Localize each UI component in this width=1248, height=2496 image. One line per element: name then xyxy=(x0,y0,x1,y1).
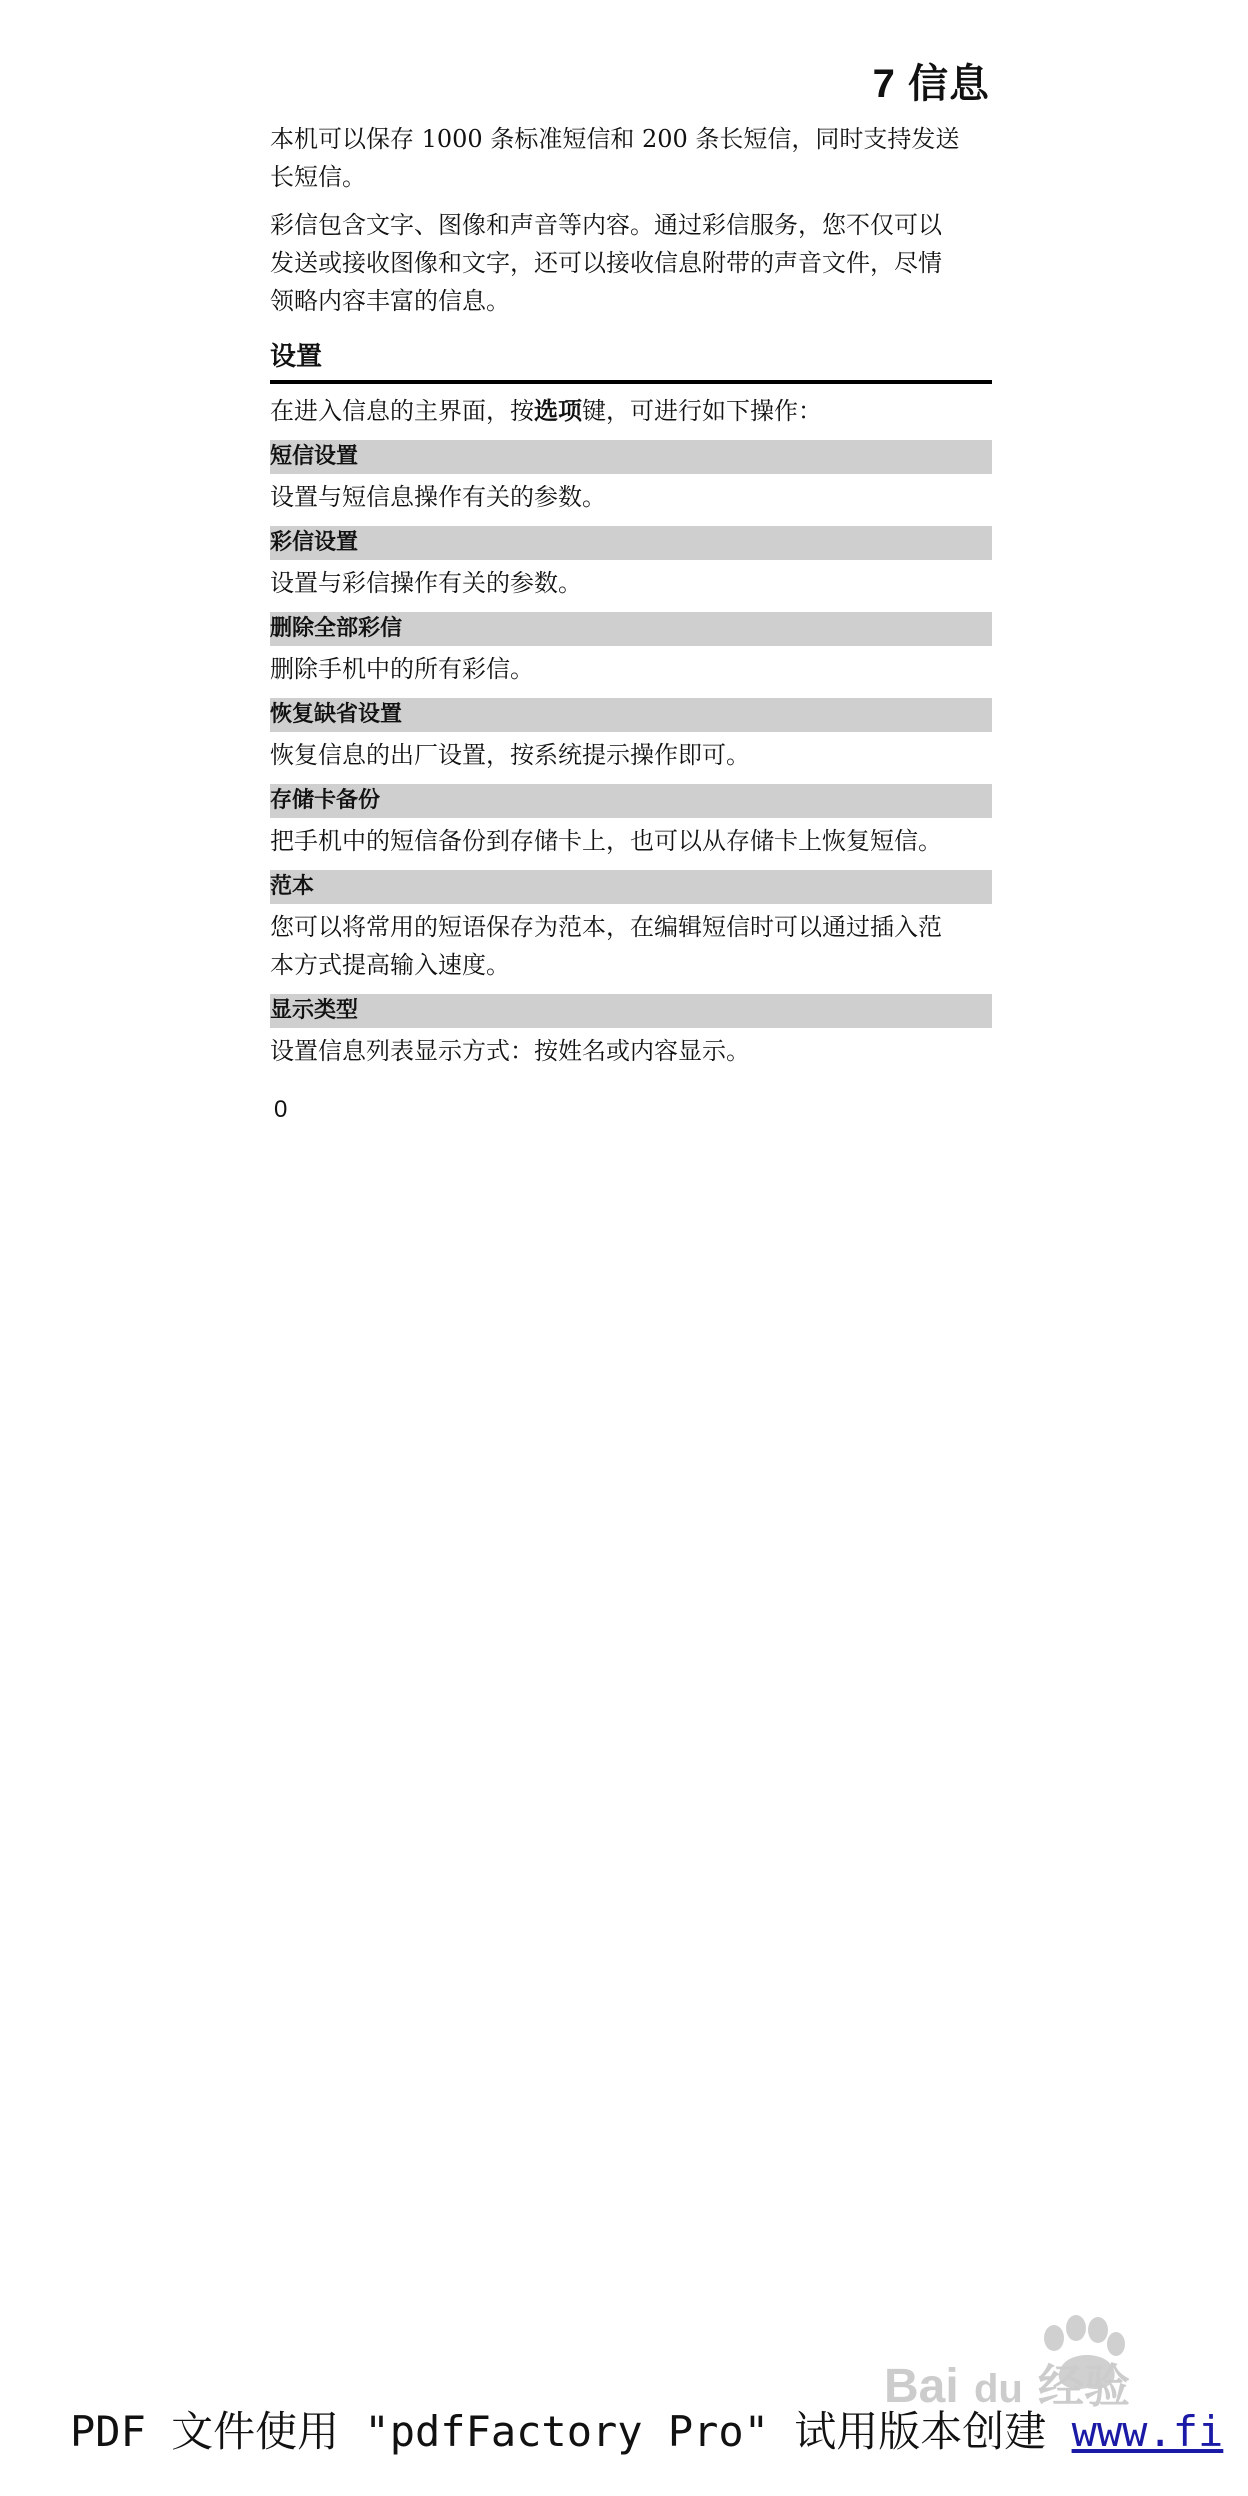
intro-paragraph-1 xyxy=(270,120,992,196)
item-description: 删除手机中的所有彩信。 xyxy=(270,655,534,683)
intro-line-4: 发送或接收图像和文字，还可以接收信息附带的声音文件，尽情 xyxy=(270,249,942,277)
watermark-baidu-text: Bai xyxy=(884,2360,959,2413)
page-number: 0 xyxy=(274,1096,288,1123)
section-heading-settings: 设置 xyxy=(270,338,992,384)
item-title: 存储卡备份 xyxy=(270,784,992,818)
footer-link[interactable]: www.fi xyxy=(1071,2407,1224,2456)
item-display-type xyxy=(270,994,992,1070)
options-key-label: 选项 xyxy=(534,397,582,425)
watermark-jingyan-text: 经验 xyxy=(1038,2359,1130,2413)
footer-banner xyxy=(70,2404,1248,2460)
intro-line-3: 彩信包含文字、图像和声音等内容。通过彩信服务，您不仅可以 xyxy=(270,211,942,239)
intro-line-1: 本机可以保存 1000 条标准短信和 200 条长短信，同时支持发送 xyxy=(270,125,960,153)
page-content xyxy=(270,120,992,1070)
intro-line-5: 领略内容丰富的信息。 xyxy=(270,287,510,315)
section-intro-before: 在进入信息的主界面，按 xyxy=(270,397,534,425)
item-description: 设置信息列表显示方式：按姓名或内容显示。 xyxy=(270,1037,750,1065)
item-title: 显示类型 xyxy=(270,994,992,1028)
item-description xyxy=(270,908,992,984)
item-description: 恢复信息的出厂设置，按系统提示操作即可。 xyxy=(270,741,750,769)
section-intro xyxy=(270,392,992,430)
item-restore-defaults xyxy=(270,698,992,774)
item-delete-all-mms xyxy=(270,612,992,688)
watermark-du-text: du xyxy=(974,2367,1023,2411)
item-sms-settings xyxy=(270,440,992,516)
item-description-line-1: 您可以将常用的短语保存为范本，在编辑短信时可以通过插入范 xyxy=(270,913,942,941)
item-title: 短信设置 xyxy=(270,440,992,474)
item-templates xyxy=(270,870,992,984)
item-description: 把手机中的短信备份到存储卡上，也可以从存储卡上恢复短信。 xyxy=(270,827,942,855)
item-title: 删除全部彩信 xyxy=(270,612,992,646)
item-title: 彩信设置 xyxy=(270,526,992,560)
item-description: 设置与彩信操作有关的参数。 xyxy=(270,569,582,597)
chapter-title: 7 信息 xyxy=(872,62,990,106)
baidu-jingyan-watermark xyxy=(882,2298,1192,2418)
item-description: 设置与短信息操作有关的参数。 xyxy=(270,483,606,511)
item-mms-settings xyxy=(270,526,992,602)
intro-paragraph-2 xyxy=(270,206,992,320)
item-title: 恢复缺省设置 xyxy=(270,698,992,732)
item-title: 范本 xyxy=(270,870,992,904)
item-description-line-2: 本方式提高输入速度。 xyxy=(270,951,510,979)
intro-line-2: 长短信。 xyxy=(270,163,366,191)
item-card-backup xyxy=(270,784,992,860)
section-intro-after: 键，可进行如下操作： xyxy=(582,397,822,425)
footer-text: PDF 文件使用 "pdfFactory Pro" 试用版本创建 xyxy=(70,2407,1072,2456)
